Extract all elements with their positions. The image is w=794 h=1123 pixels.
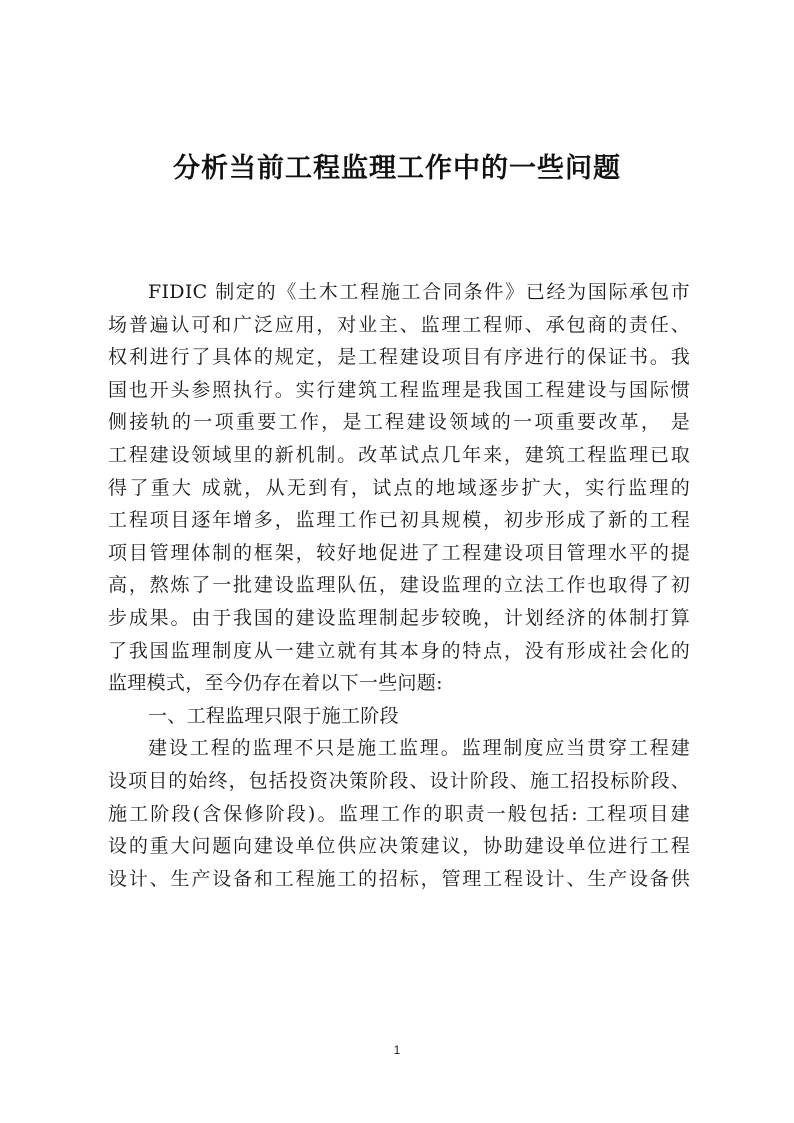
paragraph-line: 了我国监理制度从一建立就有其本身的特点，没有形成社会化的 (108, 639, 690, 662)
paragraph-line: 监理模式，至今仍存在着以下一些问题: (108, 672, 443, 695)
paragraph-line: 工程建设领域里的新机制。改革试点几年来，建筑工程监理已取 (108, 443, 690, 466)
paragraph-line: 步成果。由于我国的建设监理制起步较晚，计划经济的体制打算 (108, 606, 690, 629)
paragraph-line: 项目管理体制的框架，较好地促进了工程建设项目管理水平的提 (108, 541, 690, 564)
paragraph-line: 侧接轨的一项重要工作，是工程建设领域的一项重要改革， 是 (108, 411, 690, 434)
paragraph-line: FIDIC 制定的《土木工程施工合同条件》已经为国际承包市 (148, 281, 690, 303)
paragraph-line: 施工阶段(含保修阶段)。监理工作的职责一般包括: 工程项目建 (108, 802, 690, 825)
paragraph-line: 场普遍认可和广泛应用，对业主、监理工程师、承包商的责任、 (108, 313, 690, 336)
paragraph-line: 建设工程的监理不只是施工监理。监理制度应当贯穿工程建 (148, 737, 690, 760)
section-heading: 一、工程监理只限于施工阶段 (148, 704, 399, 727)
document-title: 分析当前工程监理工作中的一些问题 (173, 153, 621, 184)
paragraph-line: 国也开头参照执行。实行建筑工程监理是我国工程建设与国际惯 (108, 378, 690, 401)
paragraph-line: 权利进行了具体的规定，是工程建设项目有序进行的保证书。我 (108, 346, 690, 369)
page-number: 1 (393, 1043, 401, 1057)
paragraph-line: 设项目的始终，包括投资决策阶段、设计阶段、施工招投标阶段、 (108, 769, 690, 792)
paragraph-line: 设计、生产设备和工程施工的招标，管理工程设计、生产设备供 (108, 867, 690, 890)
document-body (108, 276, 690, 895)
paragraph-line: 工程项目逐年增多，监理工作已初具规模，初步形成了新的工程 (108, 509, 690, 532)
paragraph-line: 设的重大问题向建设单位供应决策建议，协助建设单位进行工程 (108, 835, 690, 858)
paragraph-line: 得了重大 成就，从无到有，试点的地域逐步扩大，实行监理的 (108, 476, 690, 499)
paragraph-line: 高，熬炼了一批建设监理队伍，建设监理的立法工作也取得了初 (108, 574, 690, 597)
